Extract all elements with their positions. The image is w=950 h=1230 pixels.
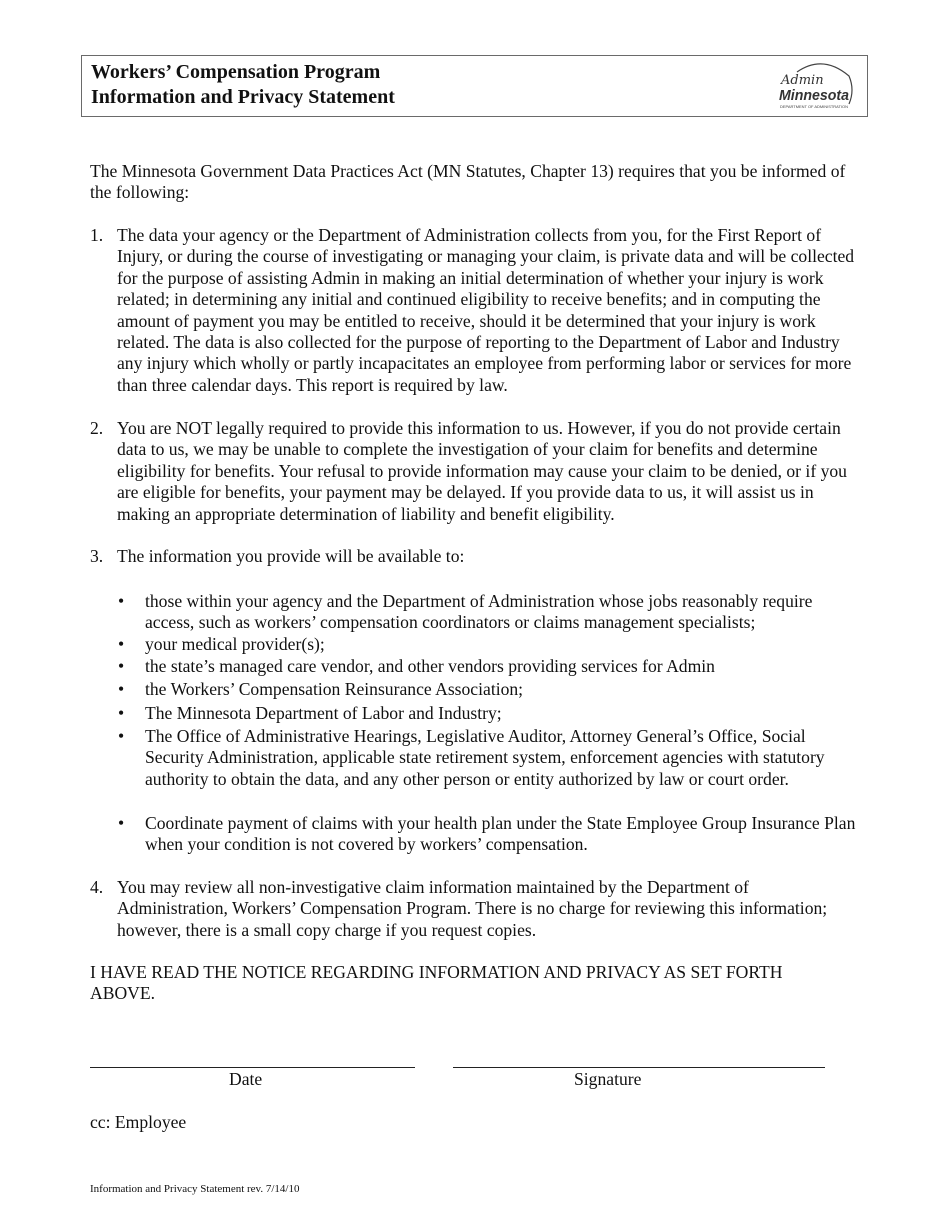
footer-revision: Information and Privacy Statement rev. 7/14/10 xyxy=(90,1183,300,1195)
item-text: You are NOT legally required to provide this information to us. However, if you do not provide certain data to us, we may be unable to complete the investigation of your claim for benefits and determine eligibility for benefits. Your refusal to provide information may cause your claim to be denied, or if you are eligible for benefits, your payment may be delayed. If you provide data to us, it will assist us in making an appropriate determination of liability and benefit eligibility. xyxy=(117,418,847,524)
bullet-icon: • xyxy=(118,591,125,611)
bullet-icon: • xyxy=(118,679,125,699)
bullet-text: those within your agency and the Department of Administration whose jobs reasonably require access, such as workers’ compensation coordinators or claims management specialists; xyxy=(145,591,813,633)
item-number: 1. xyxy=(90,225,104,245)
date-line[interactable] xyxy=(90,1067,415,1068)
bullet-icon: • xyxy=(118,813,125,833)
svg-text:Minnesota: Minnesota xyxy=(779,87,849,104)
signature-label: Signature xyxy=(574,1069,642,1089)
admin-minnesota-logo xyxy=(775,60,855,112)
item-number: 3. xyxy=(90,546,104,566)
bullet-text: Coordinate payment of claims with your health plan under the State Employee Group Insurance Plan when your condition is not covered by workers’ compensation. xyxy=(145,813,856,855)
cc-line: cc: Employee xyxy=(90,1112,187,1132)
item-text: You may review all non-investigative claim information maintained by the Department of Administration, Workers’ Compensation Program. There is no charge for reviewing this information; however, there is a small copy charge if you request copies. xyxy=(117,877,828,940)
item-text: The data your agency or the Department of Administration collects from you, for the First Report of Injury, or during the course of investigating or managing your claim, is private data and will be collected for the purpose of assisting Admin in making an initial determination of whether your injury is work related; in determining any initial and continued eligibility to receive benefits; and in computing the amount of payment you may be entitled to receive, should it be determined that your injury is work related. The data is also collected for the purpose of reporting to the Department of Labor and Industry any injury which wholly or partly incapacitates an employee from performing labor or services for more than three calendar days. This report is required by law. xyxy=(117,225,855,395)
bullet-icon: • xyxy=(118,726,125,746)
bullet-text: The Minnesota Department of Labor and Industry; xyxy=(145,703,502,723)
bullet-icon: • xyxy=(118,703,125,723)
bullet-text: The Office of Administrative Hearings, Legislative Auditor, Attorney General’s Office, Social Security Administration, applicable state retirement system, enforcement agencies with statutory authority to obtain the data, and any other person or entity authorized by law or court order. xyxy=(145,726,825,789)
bullet-text: the Workers’ Compensation Reinsurance Association; xyxy=(145,679,524,699)
bullet-icon: • xyxy=(118,634,125,654)
title-line-2: Information and Privacy Statement xyxy=(91,86,395,108)
date-label: Date xyxy=(229,1069,263,1089)
title-line-1: Workers’ Compensation Program xyxy=(91,61,381,83)
bullet-icon: • xyxy=(118,656,125,676)
signature-line[interactable] xyxy=(453,1067,825,1068)
item-number: 4. xyxy=(90,877,104,897)
intro-paragraph: The Minnesota Government Data Practices Act (MN Statutes, Chapter 13) requires that you be informed of the following: xyxy=(90,161,846,203)
svg-text:DEPARTMENT OF ADMINISTRATION: DEPARTMENT OF ADMINISTRATION xyxy=(780,104,849,109)
svg-text:Admin: Admin xyxy=(781,73,824,88)
bullet-text: the state’s managed care vendor, and other vendors providing services for Admin xyxy=(145,656,715,676)
header-box xyxy=(81,55,868,117)
acknowledgement-statement: I HAVE READ THE NOTICE REGARDING INFORMATION AND PRIVACY AS SET FORTH ABOVE. xyxy=(90,962,783,1004)
bullet-text: your medical provider(s); xyxy=(145,634,325,654)
item-text: The information you provide will be available to: xyxy=(117,546,465,566)
item-number: 2. xyxy=(90,418,104,438)
